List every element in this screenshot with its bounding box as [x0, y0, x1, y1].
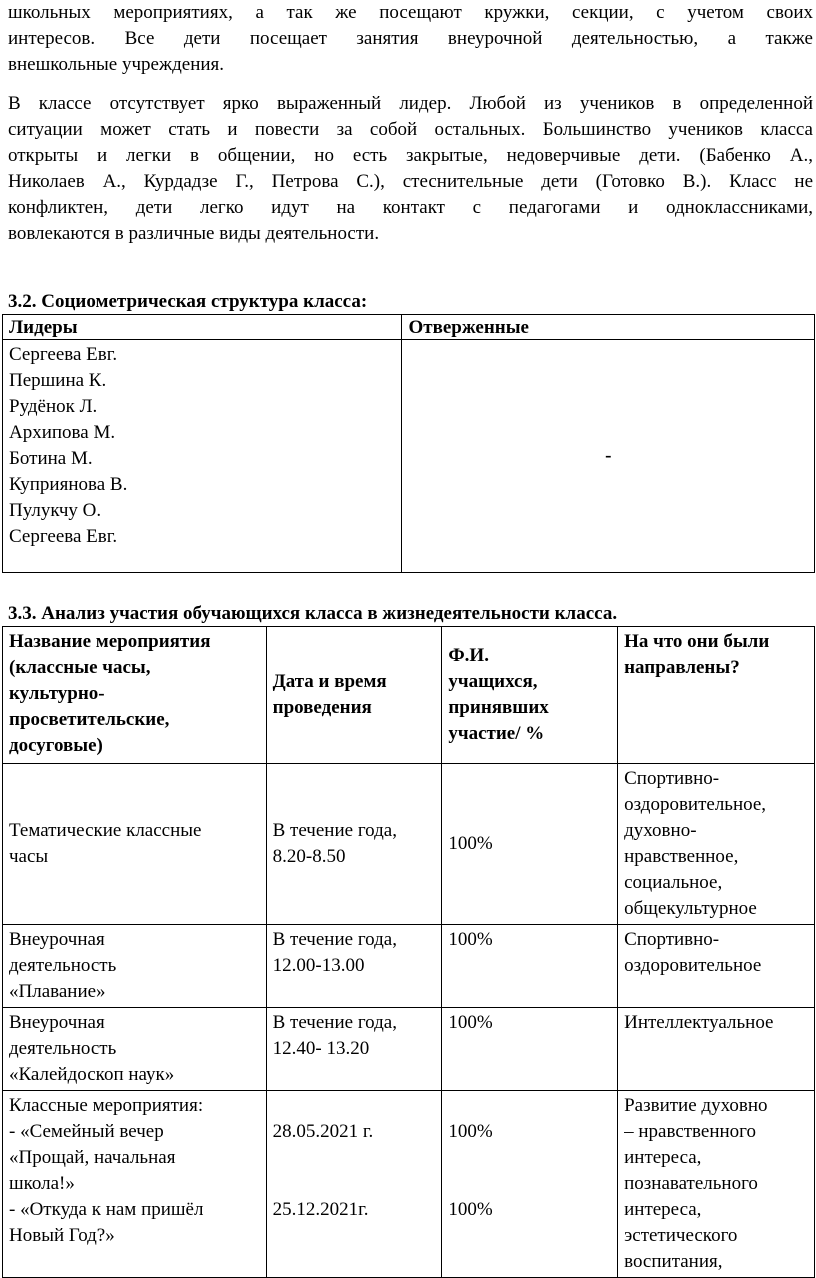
text-line: конфликтен, дети легко идут на контакт с педагогами и одноклассниками,: [8, 197, 813, 218]
list-item: Сергеева Евг.: [9, 344, 118, 365]
section-heading-3-3: 3.3. Анализ участия обучающихся класса в жизнедеятельности класса.: [8, 603, 618, 624]
table-row: [3, 764, 815, 925]
paragraph-1: [8, 0, 813, 78]
date-cell: В течение года, 12.00-13.00: [266, 925, 442, 1008]
text-line: вовлекаются в различные виды деятельности.: [8, 223, 380, 244]
list-item: Першина К.: [9, 370, 107, 391]
students-cell: 100%: [442, 925, 618, 1008]
column-header-rejected: Отверженные: [402, 315, 815, 340]
text-line: внешкольные учреждения.: [8, 54, 225, 75]
list-item: Архипова М.: [9, 422, 116, 443]
participation-table: [2, 626, 815, 1278]
text-line: открыты и легки в общении, но есть закрытые, недоверчивые дети. (Бабенко А.,: [8, 145, 813, 166]
students-cell: 100%: [442, 764, 618, 925]
column-header-leaders: Лидеры: [3, 315, 402, 340]
table-header-row: [3, 627, 815, 764]
column-header-event: Название мероприятия (классные часы, культурно- просветительские, досуговые): [3, 627, 267, 764]
paragraph-2: [8, 91, 813, 247]
section-heading-3-2: 3.2. Социометрическая структура класса:: [8, 291, 368, 312]
text-line: В классе отсутствует ярко выраженный лидер. Любой из учеников в определенной: [8, 93, 813, 114]
sociometric-table: [2, 314, 815, 573]
column-header-students: Ф.И. учащихся, принявших участие/ %: [442, 627, 618, 764]
purpose-cell: Интеллектуальное: [618, 1008, 815, 1091]
list-item: Рудёнок Л.: [9, 396, 98, 417]
text-line: ситуации может стать и повести за собой остальных. Большинство учеников класса: [8, 119, 813, 140]
text-line: школьных мероприятиях, а так же посещают кружки, секции, с учетом своих: [8, 2, 813, 23]
table-header-row: [3, 315, 815, 340]
rejected-value: -: [402, 340, 815, 573]
text-line: интересов. Все дети посещает занятия внеурочной деятельностью, а также: [8, 28, 813, 49]
column-header-date: Дата и время проведения: [266, 627, 442, 764]
date-cell: 28.05.2021 г. 25.12.2021г.: [266, 1091, 442, 1278]
purpose-cell: Спортивно- оздоровительное: [618, 925, 815, 1008]
table-row: [3, 925, 815, 1008]
event-cell: Тематические классные часы: [3, 764, 267, 925]
list-item: Куприянова В.: [9, 474, 128, 495]
list-item: Пулукчу О.: [9, 500, 102, 521]
event-cell: Внеурочная деятельность «Калейдоскоп наук»: [3, 1008, 267, 1091]
date-cell: В течение года, 8.20-8.50: [266, 764, 442, 925]
column-header-purpose: На что они были направлены?: [618, 627, 815, 764]
table-row: [3, 340, 815, 573]
event-cell: Внеурочная деятельность «Плавание»: [3, 925, 267, 1008]
list-item: Сергеева Евг.: [9, 526, 118, 547]
list-item: Ботина М.: [9, 448, 93, 469]
date-cell: В течение года, 12.40- 13.20: [266, 1008, 442, 1091]
text-line: Николаев А., Курдадзе Г., Петрова С.), стеснительные дети (Готовко В.). Класс не: [8, 171, 813, 192]
leaders-list: [3, 340, 402, 573]
purpose-cell: Развитие духовно – нравственного интереса, познавательного интереса, эстетического воспитания,: [618, 1091, 815, 1278]
students-cell: 100% 100%: [442, 1091, 618, 1278]
table-row: [3, 1091, 815, 1278]
event-cell: Классные мероприятия: - «Семейный вечер «Прощай, начальная школа!» - «Откуда к нам пришёл Новый Год?»: [3, 1091, 267, 1278]
students-cell: 100%: [442, 1008, 618, 1091]
table-row: [3, 1008, 815, 1091]
purpose-cell: Спортивно- оздоровительное, духовно- нравственное, социальное, общекультурное: [618, 764, 815, 925]
